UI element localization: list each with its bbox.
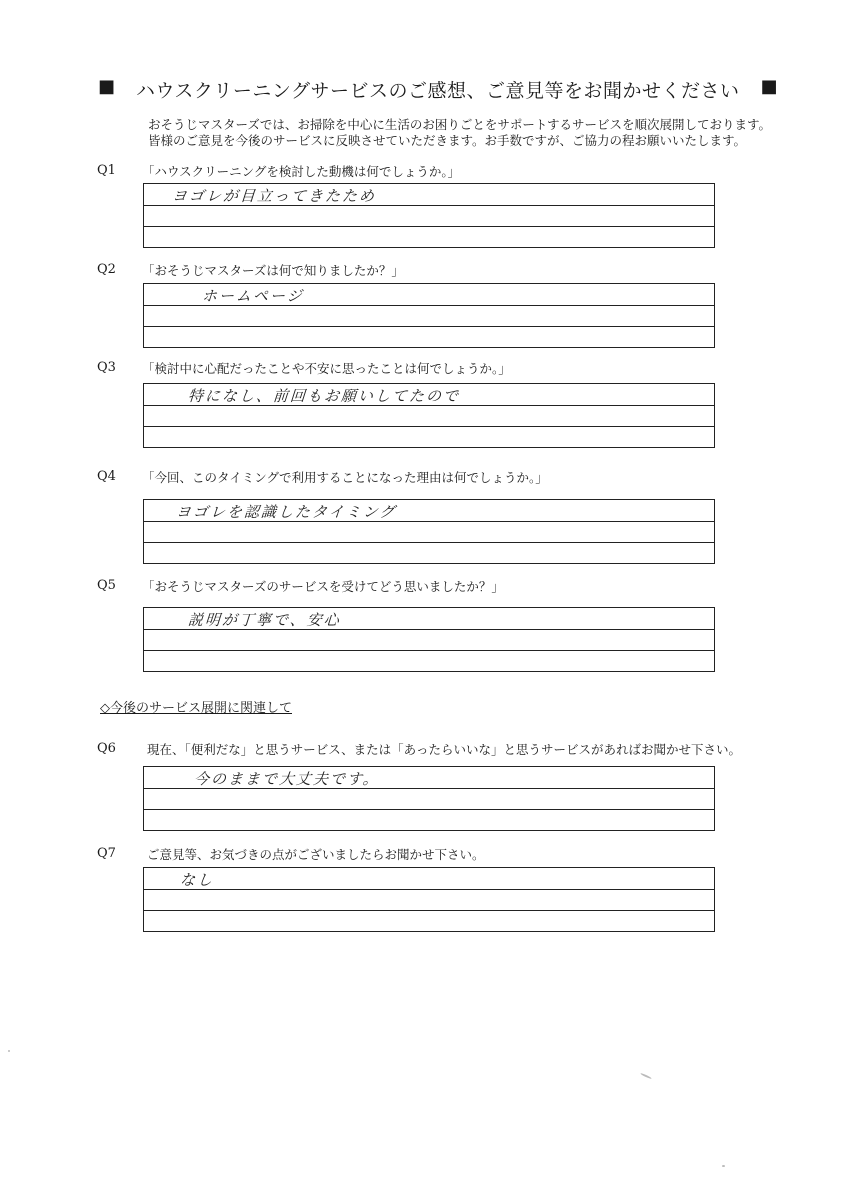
answer-line [144,226,714,227]
answer-line [144,650,714,651]
scan-speck [640,1073,652,1080]
title-square-left-icon: ■ [98,76,116,97]
question-number-q2: Q2 [97,262,116,277]
scan-speck [8,1050,10,1052]
question-number-q4: Q4 [97,469,116,484]
intro-line-2: 皆様のご意見を今後のサービスに反映させていただきます。お手数ですが、ご協力の程お願いいたします。 [148,133,747,148]
answer-line [144,326,714,327]
intro-line-1: おそうじマスターズでは、お掃除を中心に生活のお困りごとをサポートするサービスを順次展開しております。 [148,117,772,132]
question-text-q4: 「今回、このタイミングで利用することになった理由は何でしょうか。」 [142,470,548,485]
handwritten-answer-q7: なし [179,871,215,889]
form-title [98,76,778,102]
handwritten-answer-q5: 説明が丁寧で、安心 [187,611,342,629]
question-number-q3: Q3 [97,360,116,375]
intro-text [148,117,772,149]
question-number-q7: Q7 [97,846,116,861]
title-text: ハウスクリーニングサービスのご感想、ご意見等をお聞かせください [136,80,740,102]
answer-box-q5[interactable] [143,607,715,672]
handwritten-answer-q1: ヨゴレが目立ってきたため [171,187,377,205]
question-text-q7: ご意見等、お気づきの点がございましたらお聞かせ下さい。 [147,847,485,862]
question-text-q5: 「おそうじマスターズのサービスを受けてどう思いましたか？」 [142,579,504,594]
answer-box-q7[interactable] [143,867,715,932]
answer-box-q6[interactable] [143,766,715,831]
handwritten-answer-q2: ホームページ [201,287,305,305]
question-text-q1: 「ハウスクリーニングを検討した動機は何でしょうか。」 [142,164,461,179]
answer-box-q4[interactable] [143,499,715,564]
handwritten-answer-q4: ヨゴレを認識したタイミング [175,503,398,521]
question-text-q6: 現在、「便利だな」と思うサービス、または「あったらいいな」と思うサービスがあればお聞かせ下さい。 [147,742,742,757]
question-number-q5: Q5 [97,578,116,593]
answer-line [144,809,714,810]
answer-line [144,910,714,911]
section-heading: ◇今後のサービス展開に関連して [100,701,292,716]
answer-box-q2[interactable] [143,283,715,348]
question-text-q2: 「おそうじマスターズは何で知りましたか？」 [142,263,404,278]
answer-line [144,426,714,427]
question-number-q6: Q6 [97,741,116,756]
scan-speck [722,1165,725,1167]
answer-box-q3[interactable] [143,383,715,448]
title-square-right-icon: ■ [760,76,778,97]
question-text-q3: 「検討中に心配だったことや不安に思ったことは何でしょうか。」 [142,361,511,376]
handwritten-answer-q6: 今のままで大丈夫です。 [193,770,381,788]
handwritten-answer-q3: 特になし、前回もお願いしてたので [187,387,461,405]
answer-box-q1[interactable] [143,183,715,248]
answer-line [144,889,714,890]
answer-line [144,542,714,543]
question-number-q1: Q1 [97,163,116,178]
